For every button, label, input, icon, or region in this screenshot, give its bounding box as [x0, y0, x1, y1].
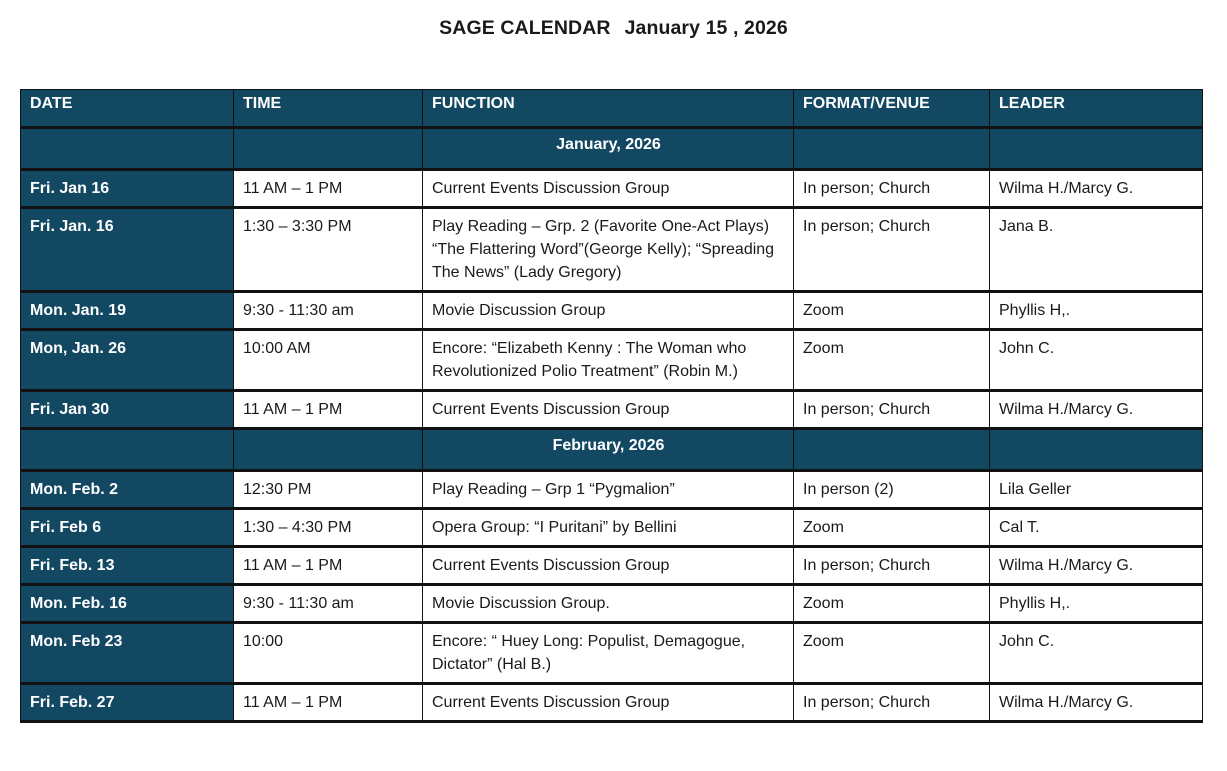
event-venue-cell: Zoom	[794, 330, 990, 391]
event-time-cell: 10:00	[234, 623, 423, 684]
event-function-cell: Play Reading – Grp. 2 (Favorite One-Act Plays) “The Flattering Word”(George Kelly); “Spreading The News” (Lady Gregory)	[423, 208, 794, 292]
event-venue-cell: In person; Church	[794, 391, 990, 429]
header-time: TIME	[234, 90, 423, 128]
header-venue: FORMAT/VENUE	[794, 90, 990, 128]
calendar-title: SAGE CALENDAR	[439, 17, 611, 39]
event-date-cell: Fri. Feb 6	[21, 509, 234, 547]
table-row	[21, 292, 1203, 330]
table-row	[21, 623, 1203, 684]
event-function-cell: Current Events Discussion Group	[423, 391, 794, 429]
event-date-cell: Fri. Jan 30	[21, 391, 234, 429]
event-time-cell: 10:00 AM	[234, 330, 423, 391]
event-function-cell: Current Events Discussion Group	[423, 170, 794, 208]
event-time-cell: 9:30 - 11:30 am	[234, 585, 423, 623]
event-date-cell: Mon. Jan. 19	[21, 292, 234, 330]
header-function: FUNCTION	[423, 90, 794, 128]
month-row-cell	[794, 128, 990, 170]
event-leader-cell: John C.	[990, 330, 1203, 391]
table-row	[21, 471, 1203, 509]
event-leader-cell: Lila Geller	[990, 471, 1203, 509]
event-venue-cell: In person; Church	[794, 170, 990, 208]
month-row-cell	[21, 128, 234, 170]
event-date-cell: Mon. Feb. 16	[21, 585, 234, 623]
event-time-cell: 11 AM – 1 PM	[234, 170, 423, 208]
event-venue-cell: Zoom	[794, 585, 990, 623]
event-time-cell: 11 AM – 1 PM	[234, 547, 423, 585]
event-date-cell: Mon. Feb 23	[21, 623, 234, 684]
event-function-cell: Encore: “Elizabeth Kenny : The Woman who Revolutionized Polio Treatment” (Robin M.)	[423, 330, 794, 391]
event-leader-cell: John C.	[990, 623, 1203, 684]
month-row-cell	[794, 429, 990, 471]
event-venue-cell: In person; Church	[794, 208, 990, 292]
event-leader-cell: Cal T.	[990, 509, 1203, 547]
event-time-cell: 9:30 - 11:30 am	[234, 292, 423, 330]
header-date: DATE	[21, 90, 234, 128]
table-row	[21, 170, 1203, 208]
event-time-cell: 11 AM – 1 PM	[234, 684, 423, 722]
calendar-body	[21, 128, 1203, 722]
event-date-cell: Mon, Jan. 26	[21, 330, 234, 391]
calendar-table	[20, 89, 1203, 723]
month-label: January, 2026	[423, 128, 794, 170]
event-venue-cell: Zoom	[794, 623, 990, 684]
month-row	[21, 429, 1203, 471]
table-row	[21, 684, 1203, 722]
table-row	[21, 391, 1203, 429]
event-function-cell: Movie Discussion Group	[423, 292, 794, 330]
event-venue-cell: In person; Church	[794, 547, 990, 585]
event-venue-cell: Zoom	[794, 292, 990, 330]
month-row-cell	[234, 128, 423, 170]
table-row	[21, 509, 1203, 547]
month-row-cell	[21, 429, 234, 471]
month-label: February, 2026	[423, 429, 794, 471]
event-leader-cell: Wilma H./Marcy G.	[990, 684, 1203, 722]
event-venue-cell: In person; Church	[794, 684, 990, 722]
month-row-cell	[234, 429, 423, 471]
event-function-cell: Encore: “ Huey Long: Populist, Demagogue, Dictator” (Hal B.)	[423, 623, 794, 684]
event-function-cell: Current Events Discussion Group	[423, 684, 794, 722]
event-time-cell: 1:30 – 4:30 PM	[234, 509, 423, 547]
event-leader-cell: Jana B.	[990, 208, 1203, 292]
table-row	[21, 330, 1203, 391]
table-row	[21, 585, 1203, 623]
event-function-cell: Opera Group: “I Puritani” by Bellini	[423, 509, 794, 547]
event-date-cell: Fri. Feb. 27	[21, 684, 234, 722]
event-time-cell: 1:30 – 3:30 PM	[234, 208, 423, 292]
event-leader-cell: Wilma H./Marcy G.	[990, 391, 1203, 429]
month-row-cell	[990, 429, 1203, 471]
event-leader-cell: Phyllis H,.	[990, 585, 1203, 623]
calendar-date: January 15 , 2026	[624, 17, 788, 39]
month-row	[21, 128, 1203, 170]
event-venue-cell: Zoom	[794, 509, 990, 547]
header-leader: LEADER	[990, 90, 1203, 128]
event-date-cell: Fri. Feb. 13	[21, 547, 234, 585]
event-venue-cell: In person (2)	[794, 471, 990, 509]
event-date-cell: Mon. Feb. 2	[21, 471, 234, 509]
event-date-cell: Fri. Jan 16	[21, 170, 234, 208]
event-time-cell: 12:30 PM	[234, 471, 423, 509]
event-date-cell: Fri. Jan. 16	[21, 208, 234, 292]
event-function-cell: Movie Discussion Group.	[423, 585, 794, 623]
event-function-cell: Current Events Discussion Group	[423, 547, 794, 585]
event-time-cell: 11 AM – 1 PM	[234, 391, 423, 429]
header-row	[21, 90, 1203, 128]
page-title	[0, 17, 1227, 40]
event-leader-cell: Wilma H./Marcy G.	[990, 170, 1203, 208]
event-leader-cell: Wilma H./Marcy G.	[990, 547, 1203, 585]
table-row	[21, 208, 1203, 292]
table-row	[21, 547, 1203, 585]
month-row-cell	[990, 128, 1203, 170]
event-function-cell: Play Reading – Grp 1 “Pygmalion”	[423, 471, 794, 509]
event-leader-cell: Phyllis H,.	[990, 292, 1203, 330]
